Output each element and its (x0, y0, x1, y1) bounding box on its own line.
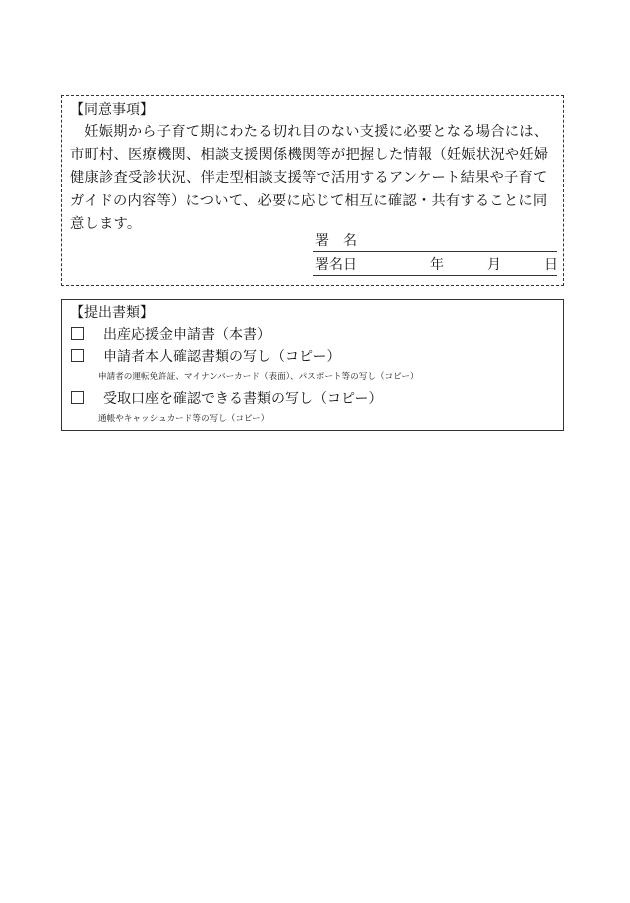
consent-section (61, 95, 564, 286)
consent-heading: 【同意事項】 (70, 102, 154, 118)
signature-field[interactable] (313, 232, 557, 252)
signature-date-label: 署名日 (315, 257, 357, 273)
document-label: 出産応援金申請書（本書） (103, 327, 271, 343)
signature-label: 署 名 (315, 233, 357, 249)
required-documents-section (61, 299, 564, 431)
documents-heading: 【提出書類】 (70, 305, 154, 321)
document-checkbox[interactable] (71, 391, 84, 404)
consent-text: 妊娠期から子育て期にわたる切れ目のない支援に必要となる場合には、市町村、医療機関、相談支援関係機関等が把握した情報（妊娠状況や妊婦健康診査受診状況、伴走型相談支援等で活用するアンケート結果や子育てガイドの内容等）について、必要に応じて相互に確認・共有することに同意します。 (70, 124, 549, 232)
document-label: 受取口座を確認できる書類の写し（コピー） (103, 391, 383, 407)
document-item-bank-account-copy (70, 388, 555, 410)
document-item-application (70, 324, 555, 346)
signature-date-field[interactable] (313, 256, 557, 276)
document-label: 申請者本人確認書類の写し（コピー） (103, 349, 341, 365)
document-note: 通帳やキャッシュカード等の写し（コピー） (98, 414, 270, 424)
day-label: 日 (544, 257, 558, 273)
document-checkbox[interactable] (71, 349, 84, 362)
document-checkbox[interactable] (71, 327, 84, 340)
month-label: 月 (487, 257, 501, 273)
year-label: 年 (430, 257, 444, 273)
document-item-id-copy (70, 346, 555, 368)
document-note: 申請者の運転免許証、マイナンバーカード（表面）、パスポート等の写し（コピー） (98, 372, 419, 382)
